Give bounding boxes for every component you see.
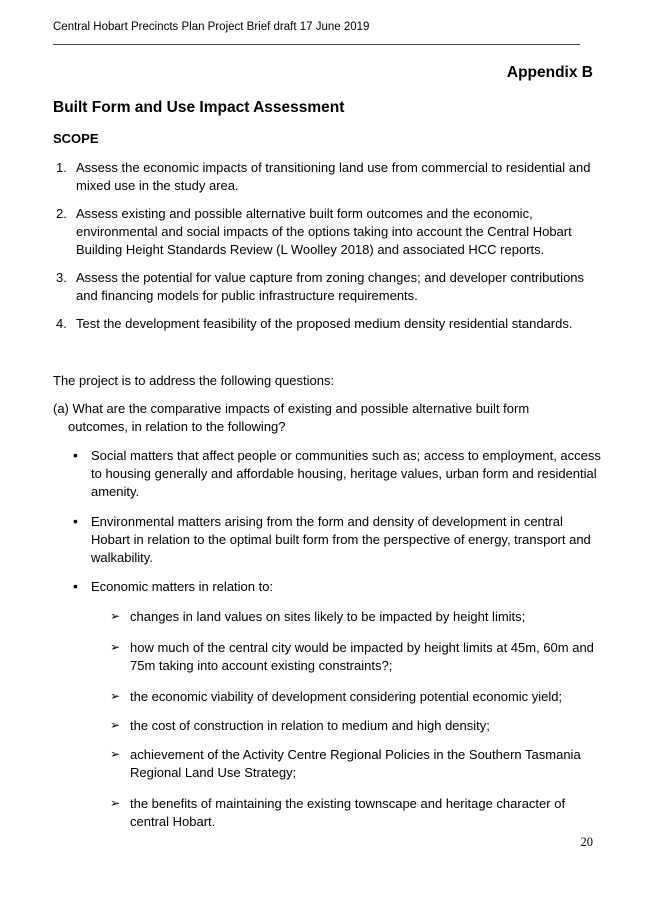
- scope-item-number: 4.: [56, 316, 67, 331]
- bullet-text: Environmental matters arising from the form and density of development in central Hobart in relation to the optimal built form from the perspective of energy, transport and walkability.: [91, 514, 591, 565]
- bullet-dot-icon: •: [73, 513, 78, 529]
- arrow-bullet-icon: ➢: [110, 747, 121, 761]
- sub-bullet-text: changes in land values on sites likely to be impacted by height limits;: [130, 609, 526, 624]
- page-number: 20: [580, 835, 593, 849]
- document-header: Central Hobart Precincts Plan Project Brief draft 17 June 2019: [53, 21, 370, 33]
- scope-item-text: Assess existing and possible alternative built form outcomes and the economic, environmental and social impacts of the options taking into account the Central Hobart Building Height Standards Review (L Woolley 2018) and associated HCC reports.: [76, 206, 572, 257]
- sub-bullet-text: how much of the central city would be impacted by height limits at 45m, 60m and 75m taking into account existing constraints?;: [130, 640, 594, 673]
- scope-item-number: 2.: [56, 206, 67, 221]
- scope-item-number: 1.: [56, 160, 67, 175]
- scope-item-text: Assess the economic impacts of transitioning land use from commercial to residential and mixed use in the study area.: [76, 160, 591, 193]
- sub-bullet-text: the economic viability of development considering potential economic yield;: [130, 689, 563, 704]
- sub-bullet-text: the benefits of maintaining the existing townscape and heritage character of central Hobart.: [130, 796, 566, 829]
- bullet-dot-icon: •: [73, 447, 78, 463]
- scope-item-text: Assess the potential for value capture from zoning changes; and developer contributions and financing models for public infrastructure requirements.: [76, 270, 585, 303]
- arrow-bullet-icon: ➢: [110, 718, 121, 732]
- scope-heading: SCOPE: [53, 131, 99, 146]
- sub-bullet-text: achievement of the Activity Centre Regional Policies in the Southern Tasmania Regional Land Use Strategy;: [130, 747, 581, 780]
- arrow-bullet-icon: ➢: [110, 689, 121, 703]
- appendix-label: Appendix B: [506, 64, 593, 81]
- header-divider: [53, 44, 580, 45]
- page-title: Built Form and Use Impact Assessment: [53, 99, 345, 116]
- bullet-dot-icon: •: [73, 578, 78, 594]
- arrow-bullet-icon: ➢: [110, 640, 121, 654]
- scope-item-number: 3.: [56, 270, 67, 285]
- questions-intro: The project is to address the following questions:: [53, 373, 335, 388]
- sub-bullet-text: the cost of construction in relation to medium and high density;: [130, 718, 490, 733]
- scope-item-text: Test the development feasibility of the proposed medium density residential standards.: [76, 316, 573, 331]
- bullet-text: Social matters that affect people or communities such as; access to employment, access to housing generally and affordable housing, heritage values, urban form and residential amenity.: [91, 448, 601, 499]
- question-a: (a) What are the comparative impacts of existing and possible alternative built form outcomes, in relation to the following?: [53, 401, 530, 434]
- arrow-bullet-icon: ➢: [110, 796, 121, 810]
- arrow-bullet-icon: ➢: [110, 609, 121, 623]
- bullet-text: Economic matters in relation to:: [91, 579, 274, 594]
